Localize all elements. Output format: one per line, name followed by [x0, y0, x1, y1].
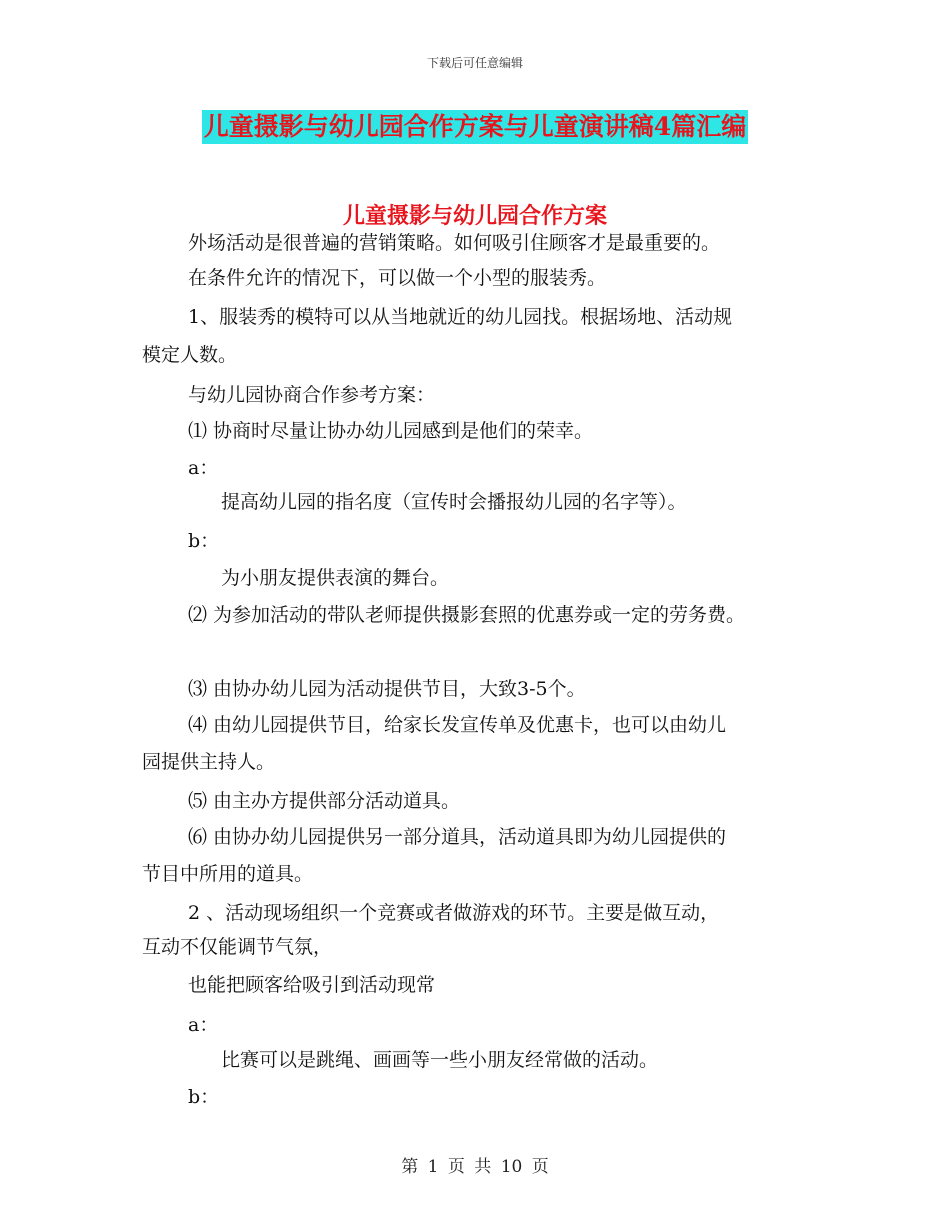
header-note: 下载后可任意编辑	[426, 56, 523, 70]
page-footer: 第 1 页 共 10 页	[401, 1157, 549, 1177]
body-line: 提高幼儿园的指名度（宣传时会播报幼儿园的名字等）。	[221, 491, 687, 513]
body-line: b：	[188, 1086, 220, 1108]
body-line: 比赛可以是跳绳、画画等一些小朋友经常做的活动。	[221, 1049, 659, 1071]
body-line: 与幼儿园协商合作参考方案：	[188, 384, 436, 406]
body-line: 为小朋友提供表演的舞台。	[221, 567, 450, 589]
body-line: b：	[188, 530, 220, 552]
body-line: ⑷ 由幼儿园提供节目，给家长发宣传单及优惠卡，也可以由幼儿	[188, 714, 727, 736]
main-title: 儿童摄影与幼儿园合作方案与儿童演讲稿4篇汇编	[202, 110, 748, 144]
body-line: 外场活动是很普遍的营销策略。如何吸引住顾客才是最重要的。	[188, 232, 721, 254]
body-line: 1、服装秀的模特可以从当地就近的幼儿园找。根据场地、活动规	[188, 306, 733, 328]
main-title-container	[0, 110, 950, 144]
body-line: ⑹ 由协办幼儿园提供另一部分道具，活动道具即为幼儿园提供的	[188, 826, 727, 848]
body-line: 园提供主持人。	[142, 751, 276, 773]
body-line: a：	[188, 1014, 219, 1036]
body-line: 也能把顾客给吸引到活动现常	[188, 974, 436, 996]
body-line: a：	[188, 457, 219, 479]
body-line: 节目中所用的道具。	[142, 863, 314, 885]
body-line: ⑸ 由主办方提供部分活动道具。	[188, 790, 461, 812]
body-line: ⑴ 协商时尽量让协办幼儿园感到是他们的荣幸。	[188, 420, 594, 442]
body-line: 模定人数。	[142, 344, 238, 366]
body-line: ⑶ 由协办幼儿园为活动提供节目，大致3-5个。	[188, 678, 586, 700]
body-line: 在条件允许的情况下，可以做一个小型的服装秀。	[188, 267, 607, 289]
body-line: 互动不仅能调节气氛，	[142, 936, 333, 958]
body-line: 2 、活动现场组织一个竞赛或者做游戏的环节。主要是做互动，	[188, 902, 720, 924]
section-title: 儿童摄影与幼儿园合作方案	[342, 203, 607, 229]
body-line: ⑵ 为参加活动的带队老师提供摄影套照的优惠券或一定的劳务费。	[188, 604, 746, 626]
